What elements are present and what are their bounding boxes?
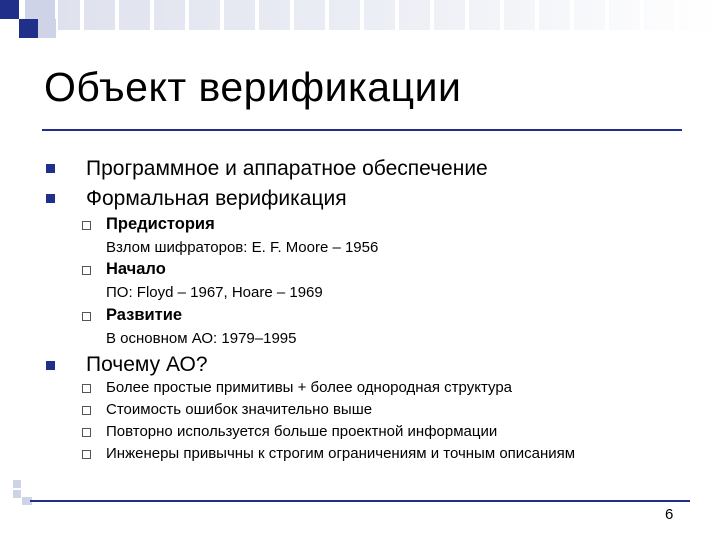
decor-divider bbox=[675, 0, 679, 30]
decorative-header-strip bbox=[0, 0, 720, 40]
bullet-hw-sw: Программное и аппаратное обеспечение bbox=[86, 157, 488, 180]
hollow-square-bullet-icon bbox=[82, 384, 91, 393]
decor-divider bbox=[500, 0, 504, 30]
why-item: Более простые примитивы + более однородная структура bbox=[106, 379, 513, 396]
subitem-heading: Предистория bbox=[106, 215, 215, 233]
decor-divider bbox=[465, 0, 469, 30]
decor-divider bbox=[80, 0, 84, 30]
why-item: Инженеры привычны к строгим ограничениям и точным описаниям bbox=[106, 445, 576, 462]
decor-divider bbox=[150, 0, 154, 30]
square-bullet-icon bbox=[46, 361, 55, 370]
decor-divider bbox=[535, 0, 539, 30]
decor-divider bbox=[430, 0, 434, 30]
subitem-heading: Развитие bbox=[106, 306, 183, 324]
why-item: Стоимость ошибок значительно выше bbox=[106, 401, 373, 418]
square-bullet-icon bbox=[46, 164, 55, 173]
hollow-square-bullet-icon bbox=[82, 428, 91, 437]
decor-divider bbox=[325, 0, 329, 30]
subitem-heading: Начало bbox=[106, 260, 166, 278]
decor-divider bbox=[395, 0, 399, 30]
hollow-square-bullet-icon bbox=[82, 312, 91, 321]
bullet-why-hardware: Почему АО? bbox=[86, 353, 208, 376]
subitem-detail: ПО: Floyd – 1967, Hoare – 1969 bbox=[106, 284, 323, 301]
decor-square bbox=[0, 0, 19, 19]
hollow-square-bullet-icon bbox=[82, 450, 91, 459]
decor-square bbox=[25, 0, 55, 19]
footer-rule bbox=[30, 500, 690, 502]
decor-divider bbox=[220, 0, 224, 30]
hollow-square-bullet-icon bbox=[82, 266, 91, 275]
slide-title: Объект верификации bbox=[44, 64, 462, 110]
why-item: Повторно используется больше проектной информации bbox=[106, 423, 498, 440]
decor-divider bbox=[185, 0, 189, 30]
decor-square bbox=[38, 19, 56, 38]
subitem-detail: Взлом шифраторов: E. F. Moore – 1956 bbox=[106, 239, 379, 256]
page-number: 6 bbox=[665, 506, 674, 523]
title-underline bbox=[42, 129, 682, 131]
decor-divider bbox=[290, 0, 294, 30]
decor-square bbox=[19, 19, 38, 38]
decor-divider bbox=[640, 0, 644, 30]
bullet-formal-verification: Формальная верификация bbox=[86, 187, 347, 210]
decor-divider bbox=[570, 0, 574, 30]
decor-bar bbox=[58, 0, 720, 30]
hollow-square-bullet-icon bbox=[82, 406, 91, 415]
decor-divider bbox=[605, 0, 609, 30]
decor-square bbox=[13, 480, 21, 488]
square-bullet-icon bbox=[46, 194, 55, 203]
subitem-detail: В основном АО: 1979–1995 bbox=[106, 330, 297, 347]
decor-divider bbox=[255, 0, 259, 30]
decor-divider bbox=[115, 0, 119, 30]
decor-square bbox=[13, 490, 21, 498]
decor-divider bbox=[360, 0, 364, 30]
hollow-square-bullet-icon bbox=[82, 221, 91, 230]
